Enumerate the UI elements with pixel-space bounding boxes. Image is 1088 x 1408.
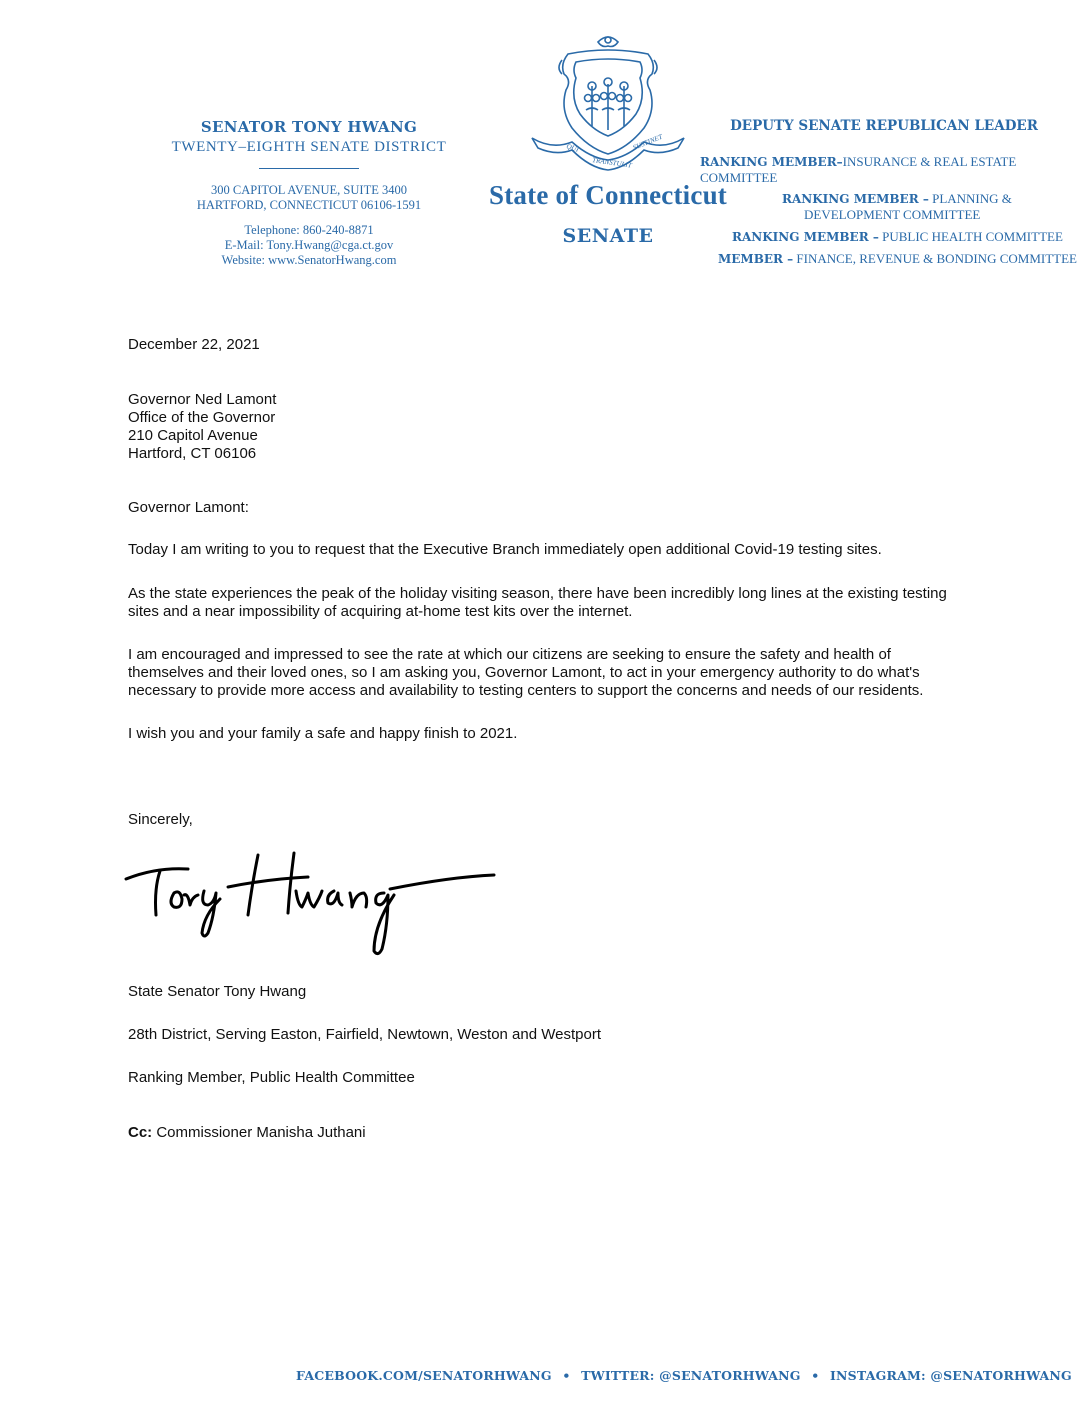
- recipient-line: Hartford, CT 06106: [128, 445, 257, 462]
- senate-title: SENATE: [562, 225, 654, 247]
- connecticut-seal-icon: [528, 30, 688, 180]
- email: E-Mail: Tony.Hwang@cga.ct.gov: [224, 238, 394, 252]
- instagram-link[interactable]: INSTAGRAM: @SENATORHWANG: [830, 1368, 1072, 1383]
- address-line-2: HARTFORD, CONNECTICUT 06106-1591: [196, 198, 422, 212]
- header-divider: [259, 168, 359, 169]
- separator: •: [811, 1368, 820, 1383]
- recipient-line: Office of the Governor: [128, 409, 276, 426]
- paragraph-4: I wish you and your family a safe and happy finish to 2021.: [128, 725, 518, 742]
- role-line-3: DEVELOPMENT COMMITTEE: [804, 207, 981, 222]
- separator: •: [562, 1368, 571, 1383]
- paragraph-3: I am encouraged and impressed to see the rate at which our citizens are seeking to ensure the safety and health of themselves and their loved ones, so I am asking you, Governor Lamont, to act in your emergency authority to do what's necessary to provide more access and availability to testing centers to support the concerns and needs of our residents.: [128, 646, 924, 699]
- role-line: Ranking Member, Public Health Committee: [128, 1069, 415, 1086]
- salutation: Governor Lamont:: [128, 499, 249, 516]
- website: Website: www.SenatorHwang.com: [221, 253, 397, 267]
- role-line-2: RANKING MEMBER – PLANNING &: [782, 191, 1012, 206]
- recipient-block: [128, 391, 968, 463]
- svg-text:TRANSTULIT: TRANSTULIT: [591, 156, 633, 170]
- svg-text:SUSTINET: SUSTINET: [631, 132, 664, 152]
- leadership-title: DEPUTY SENATE REPUBLICAN LEADER: [730, 118, 1038, 134]
- facebook-link[interactable]: FACEBOOK.COM/SENATORHWANG: [296, 1368, 552, 1383]
- address-line-1: 300 CAPITOL AVENUE, SUITE 3400: [211, 183, 407, 197]
- district-line: 28th District, Serving Easton, Fairfield, Newtown, Weston and Westport: [128, 1026, 601, 1043]
- letter-date: December 22, 2021: [128, 336, 260, 353]
- sender-block: [150, 118, 468, 268]
- cc-label: Cc:: [128, 1124, 153, 1141]
- signer-name: State Senator Tony Hwang: [128, 983, 307, 1000]
- leadership-block: [700, 118, 1088, 267]
- social-footer: [296, 1368, 1072, 1383]
- state-title: State of Connecticut: [489, 180, 727, 210]
- paragraph-1: Today I am writing to you to request that the Executive Branch immediately open additional Covid-19 testing sites.: [128, 541, 882, 558]
- svg-text:QUI: QUI: [565, 142, 580, 154]
- sender-district: TWENTY–EIGHTH SENATE DISTRICT: [171, 139, 447, 155]
- telephone: Telephone: 860-240-8871: [244, 223, 374, 237]
- closing: Sincerely,: [128, 811, 193, 828]
- signature-image: [124, 847, 504, 967]
- cc-line: [128, 1124, 968, 1142]
- role-line-5: MEMBER – FINANCE, REVENUE & BONDING COMMITTEE: [718, 251, 1077, 266]
- recipient-line: Governor Ned Lamont: [128, 391, 277, 408]
- recipient-line: 210 Capitol Avenue: [128, 427, 258, 444]
- letter-body: [128, 336, 968, 1142]
- twitter-link[interactable]: TWITTER: @SENATORHWANG: [581, 1368, 801, 1383]
- role-line-1: RANKING MEMBER–INSURANCE & REAL ESTATE COMMITTEE: [700, 154, 1017, 185]
- role-line-4: RANKING MEMBER – PUBLIC HEALTH COMMITTEE: [732, 229, 1063, 244]
- sender-name: SENATOR TONY HWANG: [200, 118, 418, 136]
- cc-name: Commissioner Manisha Juthani: [152, 1124, 366, 1141]
- paragraph-2: As the state experiences the peak of the holiday visiting season, there have been incredibly long lines at the existing testing sites and a near impossibility of acquiring at-home test kits over the internet.: [128, 585, 947, 620]
